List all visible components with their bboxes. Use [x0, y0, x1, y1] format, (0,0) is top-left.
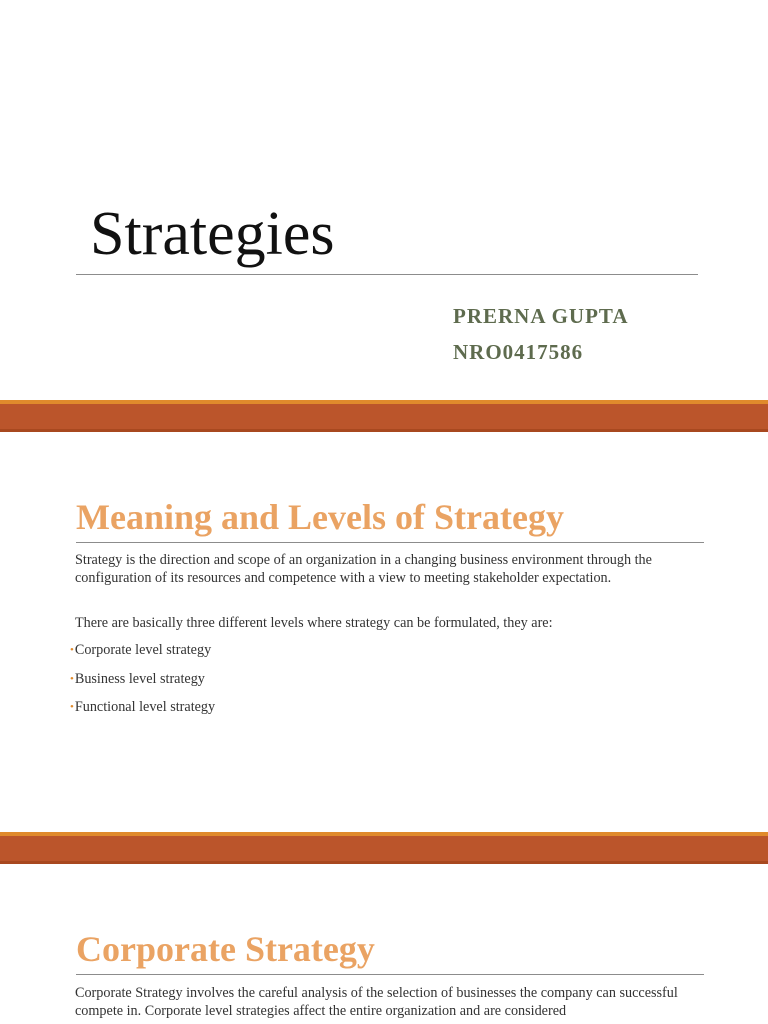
section-heading: Meaning and Levels of Strategy: [76, 497, 564, 537]
list-item: [70, 671, 215, 700]
list-item: [70, 642, 215, 671]
author-name: PRERNA GUPTA: [453, 304, 629, 328]
definition-paragraph: Strategy is the direction and scope of an organization in a changing business environment through the configuration of its resources and competence with a view to meeting stakeholder expectation.: [75, 552, 652, 586]
divider-stripe: [0, 832, 768, 836]
author-id: NRO0417586: [453, 340, 584, 364]
bullet-icon: •: [70, 672, 74, 685]
list-item-label: Business level strategy: [74, 670, 205, 687]
heading-underline: [76, 974, 704, 975]
meaning-slide: [0, 432, 768, 832]
heading-underline: [76, 542, 704, 543]
title-slide: [0, 0, 768, 400]
levels-intro-paragraph: There are basically three different levels where strategy can be formulated, they are:: [75, 615, 553, 631]
section-heading: Corporate Strategy: [76, 929, 375, 969]
title-underline: [76, 274, 698, 275]
strategy-levels-list: [70, 642, 215, 728]
bullet-icon: •: [70, 644, 74, 656]
list-item-label: Functional level strategy: [74, 699, 216, 715]
slide-title: Strategies: [90, 200, 335, 268]
corporate-paragraph: Corporate Strategy involves the careful analysis of the selection of businesses the company can successful compete in. Corporate level strategies affect the entire organization and are considered: [75, 985, 678, 1019]
divider-stripe: [0, 400, 768, 404]
slide-divider: [0, 400, 768, 432]
list-item-label: Corporate level strategy: [74, 642, 212, 658]
corporate-strategy-slide: [0, 864, 768, 1024]
bullet-icon: •: [70, 701, 74, 713]
list-item: [70, 699, 215, 728]
slide-divider: [0, 832, 768, 864]
